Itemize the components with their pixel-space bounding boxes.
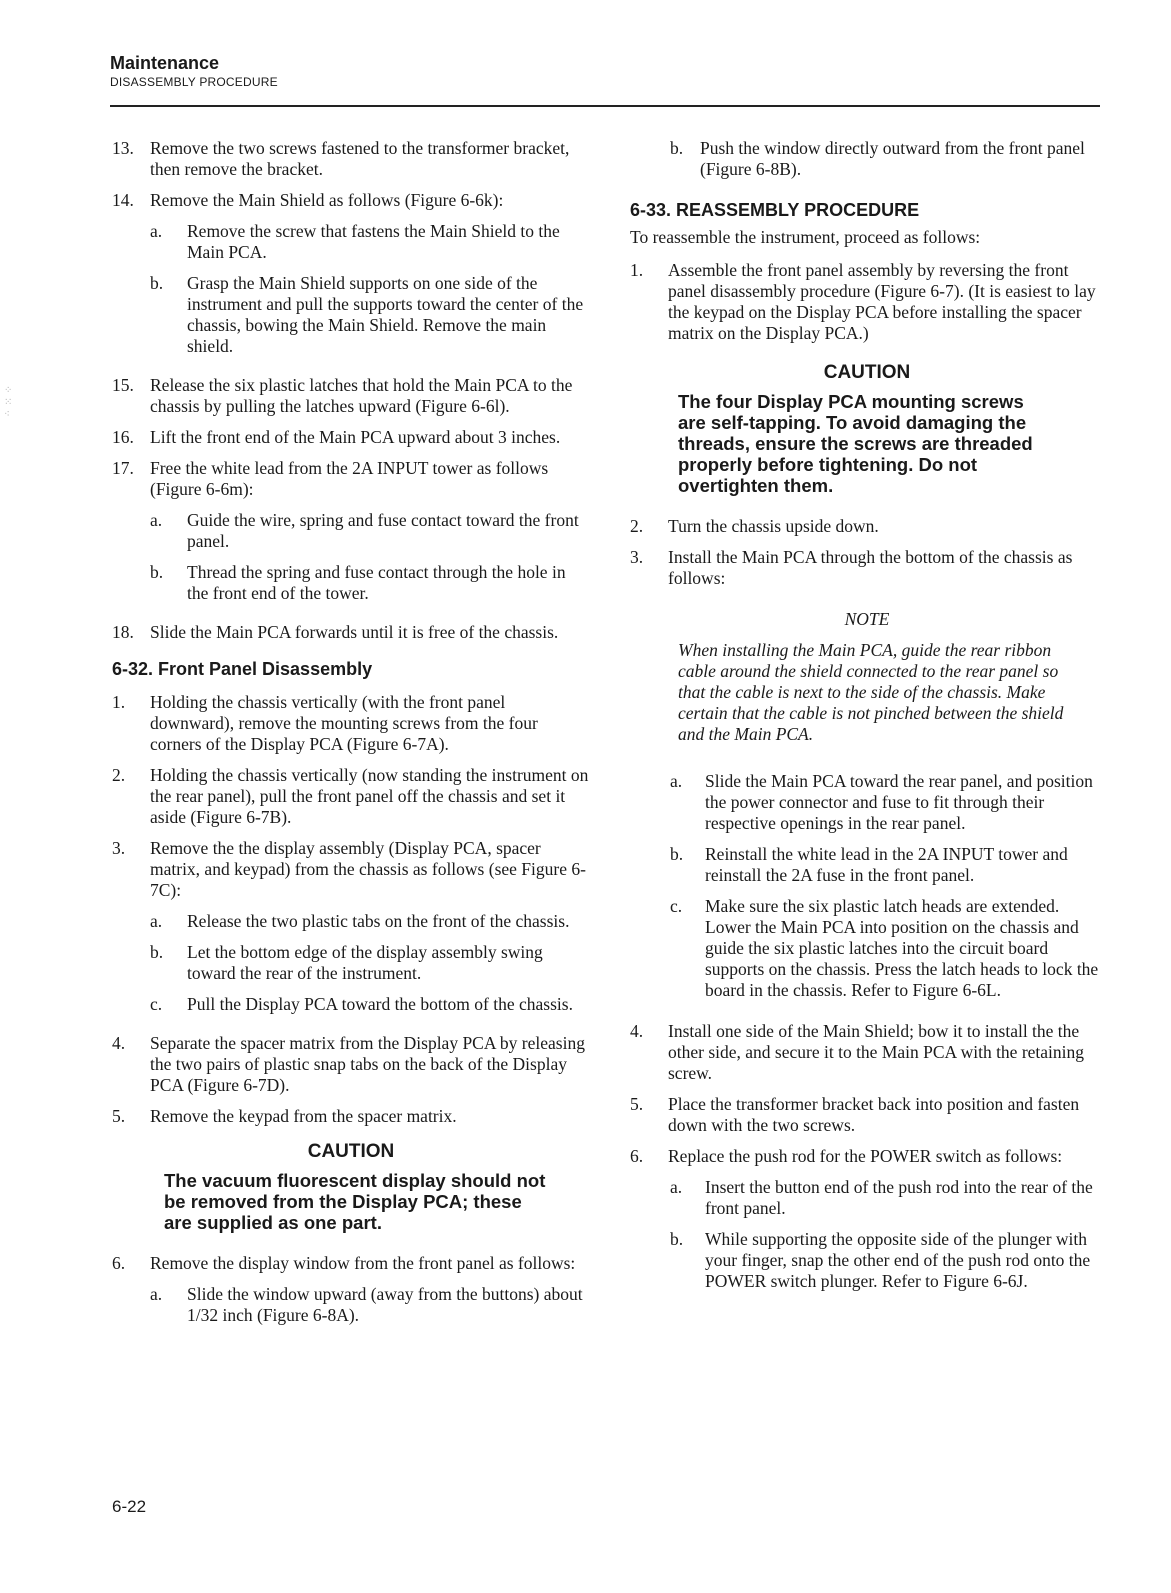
header-rule [110, 105, 1100, 107]
reassembly-intro: To reassemble the instrument, proceed as follows: [630, 227, 981, 247]
left-column [112, 138, 590, 1336]
step-14a: a. Remove the screw that fastens the Main Shield to the Main PCA. [150, 221, 560, 262]
fp-step-6: 6. Remove the display window from the front panel as follows: [112, 1253, 576, 1273]
re-step-2: 2. Turn the chassis upside down. [630, 516, 879, 536]
step-17b: b. Thread the spring and fuse contact through the hole in the front end of the tower. [150, 562, 566, 603]
re-step-3b: b. Reinstall the white lead in the 2A INPUT tower and reinstall the 2A fuse in the front panel. [670, 844, 1068, 885]
fp-step-2: 2. Holding the chassis vertically (now standing the instrument on the rear panel), pull the front panel off the chassis and set it aside (Figure 6-7B). [112, 765, 589, 827]
step-14: 14. Remove the Main Shield as follows (Figure 6-6k): [112, 190, 504, 210]
step-17a: a. Guide the wire, spring and fuse contact toward the front panel. [150, 510, 579, 551]
fp-step-4: 4. Separate the spacer matrix from the Display PCA by releasing the two pairs of plastic snap tabs on the back of the Display PCA (Figure 6-7D). [112, 1033, 585, 1095]
fp-step-3c: c. Pull the Display PCA toward the bottom of the chassis. [150, 994, 573, 1014]
caution-title-right: CAUTION [823, 362, 911, 383]
step-13: 13. Remove the two screws fastened to the transformer bracket, then remove the bracket. [112, 138, 570, 179]
re-step-6b: b. While supporting the opposite side of the plunger with your finger, snap the other end of the push rod onto the POWER switch plunger. Refer to Figure 6-6J. [670, 1229, 1091, 1291]
caution-text-right: The four Display PCA mounting screws are self-tapping. To avoid damaging the threads, ensure the screws are threaded properly before tightening. Do not overtighten them. [678, 391, 1033, 496]
note-title: NOTE [844, 609, 890, 629]
step-18: 18. Slide the Main PCA forwards until it is free of the chassis. [112, 622, 559, 642]
fp-step-3b: b. Let the bottom edge of the display assembly swing toward the rear of the instrument. [150, 942, 543, 983]
fp-step-3a: a. Release the two plastic tabs on the front of the chassis. [150, 911, 570, 931]
header-title: Maintenance [110, 53, 220, 73]
re-step-3a: a. Slide the Main PCA toward the rear panel, and position the power connector and fuse to fit through their respective openings in the rear panel. [670, 771, 1093, 833]
fp-step-5: 5. Remove the keypad from the spacer matrix. [112, 1106, 457, 1126]
section-6-32-heading: 6-32. Front Panel Disassembly [112, 659, 373, 679]
caution-title-left: CAUTION [307, 1141, 395, 1162]
re-step-6: 6. Replace the push rod for the POWER switch as follows: [630, 1146, 1063, 1166]
fp-step-6a: a. Slide the window upward (away from the buttons) about 1/32 inch (Figure 6-8A). [150, 1284, 583, 1325]
re-step-3c: c. Make sure the six plastic latch heads are extended. Lower the Main PCA into position on the chassis and guide the six plastic latches into the circuit board supports on the chassis. Press the latch heads to lock the board in the chassis. Refer to Figure 6-6L. [670, 896, 1099, 1000]
fp-step-1: 1. Holding the chassis vertically (with the front panel downward), remove the mounting screws from the four corners of the Display PCA (Figure 6-7A). [112, 692, 538, 754]
note-text: When installing the Main PCA, guide the rear ribbon cable around the shield connected to the rear panel so that the cable is next to the side of the chassis. Make certain that the cable is not pinched between the shield and the Main PCA. [678, 640, 1064, 744]
step-15: 15. Release the six plastic latches that hold the Main PCA to the chassis by pulling the latches upward (Figure 6-6l). [112, 375, 573, 416]
step-14b: b. Grasp the Main Shield supports on one side of the instrument and pull the supports toward the center of the chassis, bowing the Main Shield. Remove the main shield. [150, 273, 584, 356]
right-column [630, 138, 1104, 1302]
page-number: 6-22 [112, 1497, 147, 1516]
step-17: 17. Free the white lead from the 2A INPUT tower as follows (Figure 6-6m): [112, 458, 549, 499]
step-16: 16. Lift the front end of the Main PCA upward about 3 inches. [112, 427, 561, 447]
re-step-4: 4. Install one side of the Main Shield; bow it to install the the other side, and secure it to the Main PCA with the retaining screw. [630, 1021, 1085, 1083]
section-6-33-heading: 6-33. REASSEMBLY PROCEDURE [630, 200, 920, 220]
re-step-1: 1. Assemble the front panel assembly by reversing the front panel disassembly procedure (Figure 6-7). (It is easiest to lay the keypad on the Display PCA before installing the spacer matrix on the Display PCA.) [630, 260, 1096, 343]
scan-artifact: ⁘ ⁙ ⁖ [4, 385, 13, 420]
fp-step-3: 3. Remove the the display assembly (Display PCA, spacer matrix, and keypad) from the chassis as follows (see Figure 6-7C): [112, 838, 586, 900]
re-step-6a: a. Insert the button end of the push rod into the rear of the front panel. [670, 1177, 1093, 1218]
header-subtitle: DISASSEMBLY PROCEDURE [110, 75, 278, 89]
re-step-5: 5. Place the transformer bracket back into position and fasten down with the two screws. [630, 1094, 1080, 1135]
fp-step-6b: b. Push the window directly outward from the front panel (Figure 6-8B). [670, 138, 1085, 179]
running-header [110, 52, 278, 90]
re-step-3: 3. Install the Main PCA through the bottom of the chassis as follows: [630, 547, 1073, 588]
caution-text-left: The vacuum fluorescent display should not be removed from the Display PCA; these are supplied as one part. [164, 1170, 546, 1233]
